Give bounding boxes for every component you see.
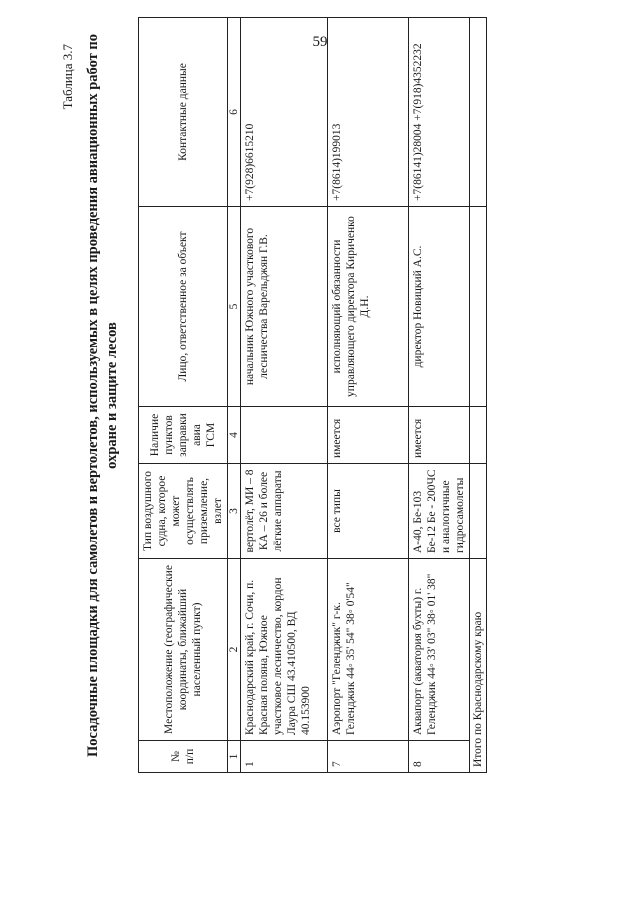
column-number: 3 — [228, 464, 241, 559]
row-fuel: имеется — [328, 407, 409, 464]
table-row — [328, 18, 409, 773]
row-contacts: +7(8614)199013 — [328, 18, 409, 207]
total-cell — [470, 464, 487, 559]
total-cell — [470, 207, 487, 407]
row-aircraft: А-40, Бе-103 Бе-12 Бе - 200ЧС и аналогичные гидросамолеты — [409, 464, 470, 559]
header-cell-contacts: Контактные данные — [139, 18, 228, 207]
row-responsible: директор Новицкий А.С. — [409, 207, 470, 407]
table-row — [241, 18, 328, 773]
row-location: Аэропорт "Геленджик" г-к. Геленджик 44◦ 35' 54" 38◦ 0'54" — [328, 559, 409, 741]
column-number: 6 — [228, 18, 241, 207]
total-label: Итого по Краснодарскому краю — [470, 559, 487, 773]
row-location: Аквапорт (акватория бухты) г. Геленджик 44◦ 33' 03" 38◦ 01' 38" — [409, 559, 470, 741]
table-total-row — [470, 18, 487, 773]
column-number: 5 — [228, 207, 241, 407]
header-cell-responsible: Лицо, ответственное за объект — [139, 207, 228, 407]
column-number: 2 — [228, 559, 241, 741]
column-number: 1 — [228, 741, 241, 773]
table-caption: Таблица 3.7 — [60, 44, 75, 110]
row-number: 1 — [241, 741, 328, 773]
column-number-row — [228, 18, 241, 773]
header-cell-location: Местоположение (географические координаты, ближайший населенный пункт) — [139, 559, 228, 741]
row-fuel — [241, 407, 328, 464]
row-contacts: +7(86141)28004 +7(918)4352232 — [409, 18, 470, 207]
rotated-table-sheet — [60, 18, 555, 773]
row-fuel: имеется — [409, 407, 470, 464]
row-number: 8 — [409, 741, 470, 773]
row-aircraft: вертолёт, МИ – 8 КА – 26 и более лёгкие аппараты — [241, 464, 328, 559]
row-number: 7 — [328, 741, 409, 773]
column-number: 4 — [228, 407, 241, 464]
table-title-line-2: охране и защите лесов — [104, 322, 120, 469]
total-cell — [470, 18, 487, 207]
header-cell-fuel: Наличие пунктов заправки авиа ГСМ — [139, 407, 228, 464]
row-location: Краснодарский край, г. Сочи, п. Красная поляна, Южное участковое лесничество, кордон Лаура СШ 43.410500, ВД 40.153900 — [241, 559, 328, 741]
table-title — [84, 18, 122, 773]
table-title-line-1: Посадочные площадки для самолетов и вертолетов, используемых в целях проведения авиационных работ по — [85, 34, 101, 757]
table-header-row — [139, 18, 228, 773]
table-row — [409, 18, 470, 773]
header-cell-number: № п/п — [139, 741, 228, 773]
landing-sites-table — [138, 17, 487, 773]
row-responsible: начальник Южного участкового лесничества Варельджян Г.В. — [241, 207, 328, 407]
row-aircraft: все типы — [328, 464, 409, 559]
row-responsible: исполняющий обязанности управляющего директора Кириченко Д.Н. — [328, 207, 409, 407]
page-number: 59 — [312, 34, 328, 50]
header-cell-aircraft-type: Тип воздушного судна, которое может осуществлять приземление, взлет — [139, 464, 228, 559]
total-cell — [470, 407, 487, 464]
row-contacts: +7(928)6615210 — [241, 18, 328, 207]
